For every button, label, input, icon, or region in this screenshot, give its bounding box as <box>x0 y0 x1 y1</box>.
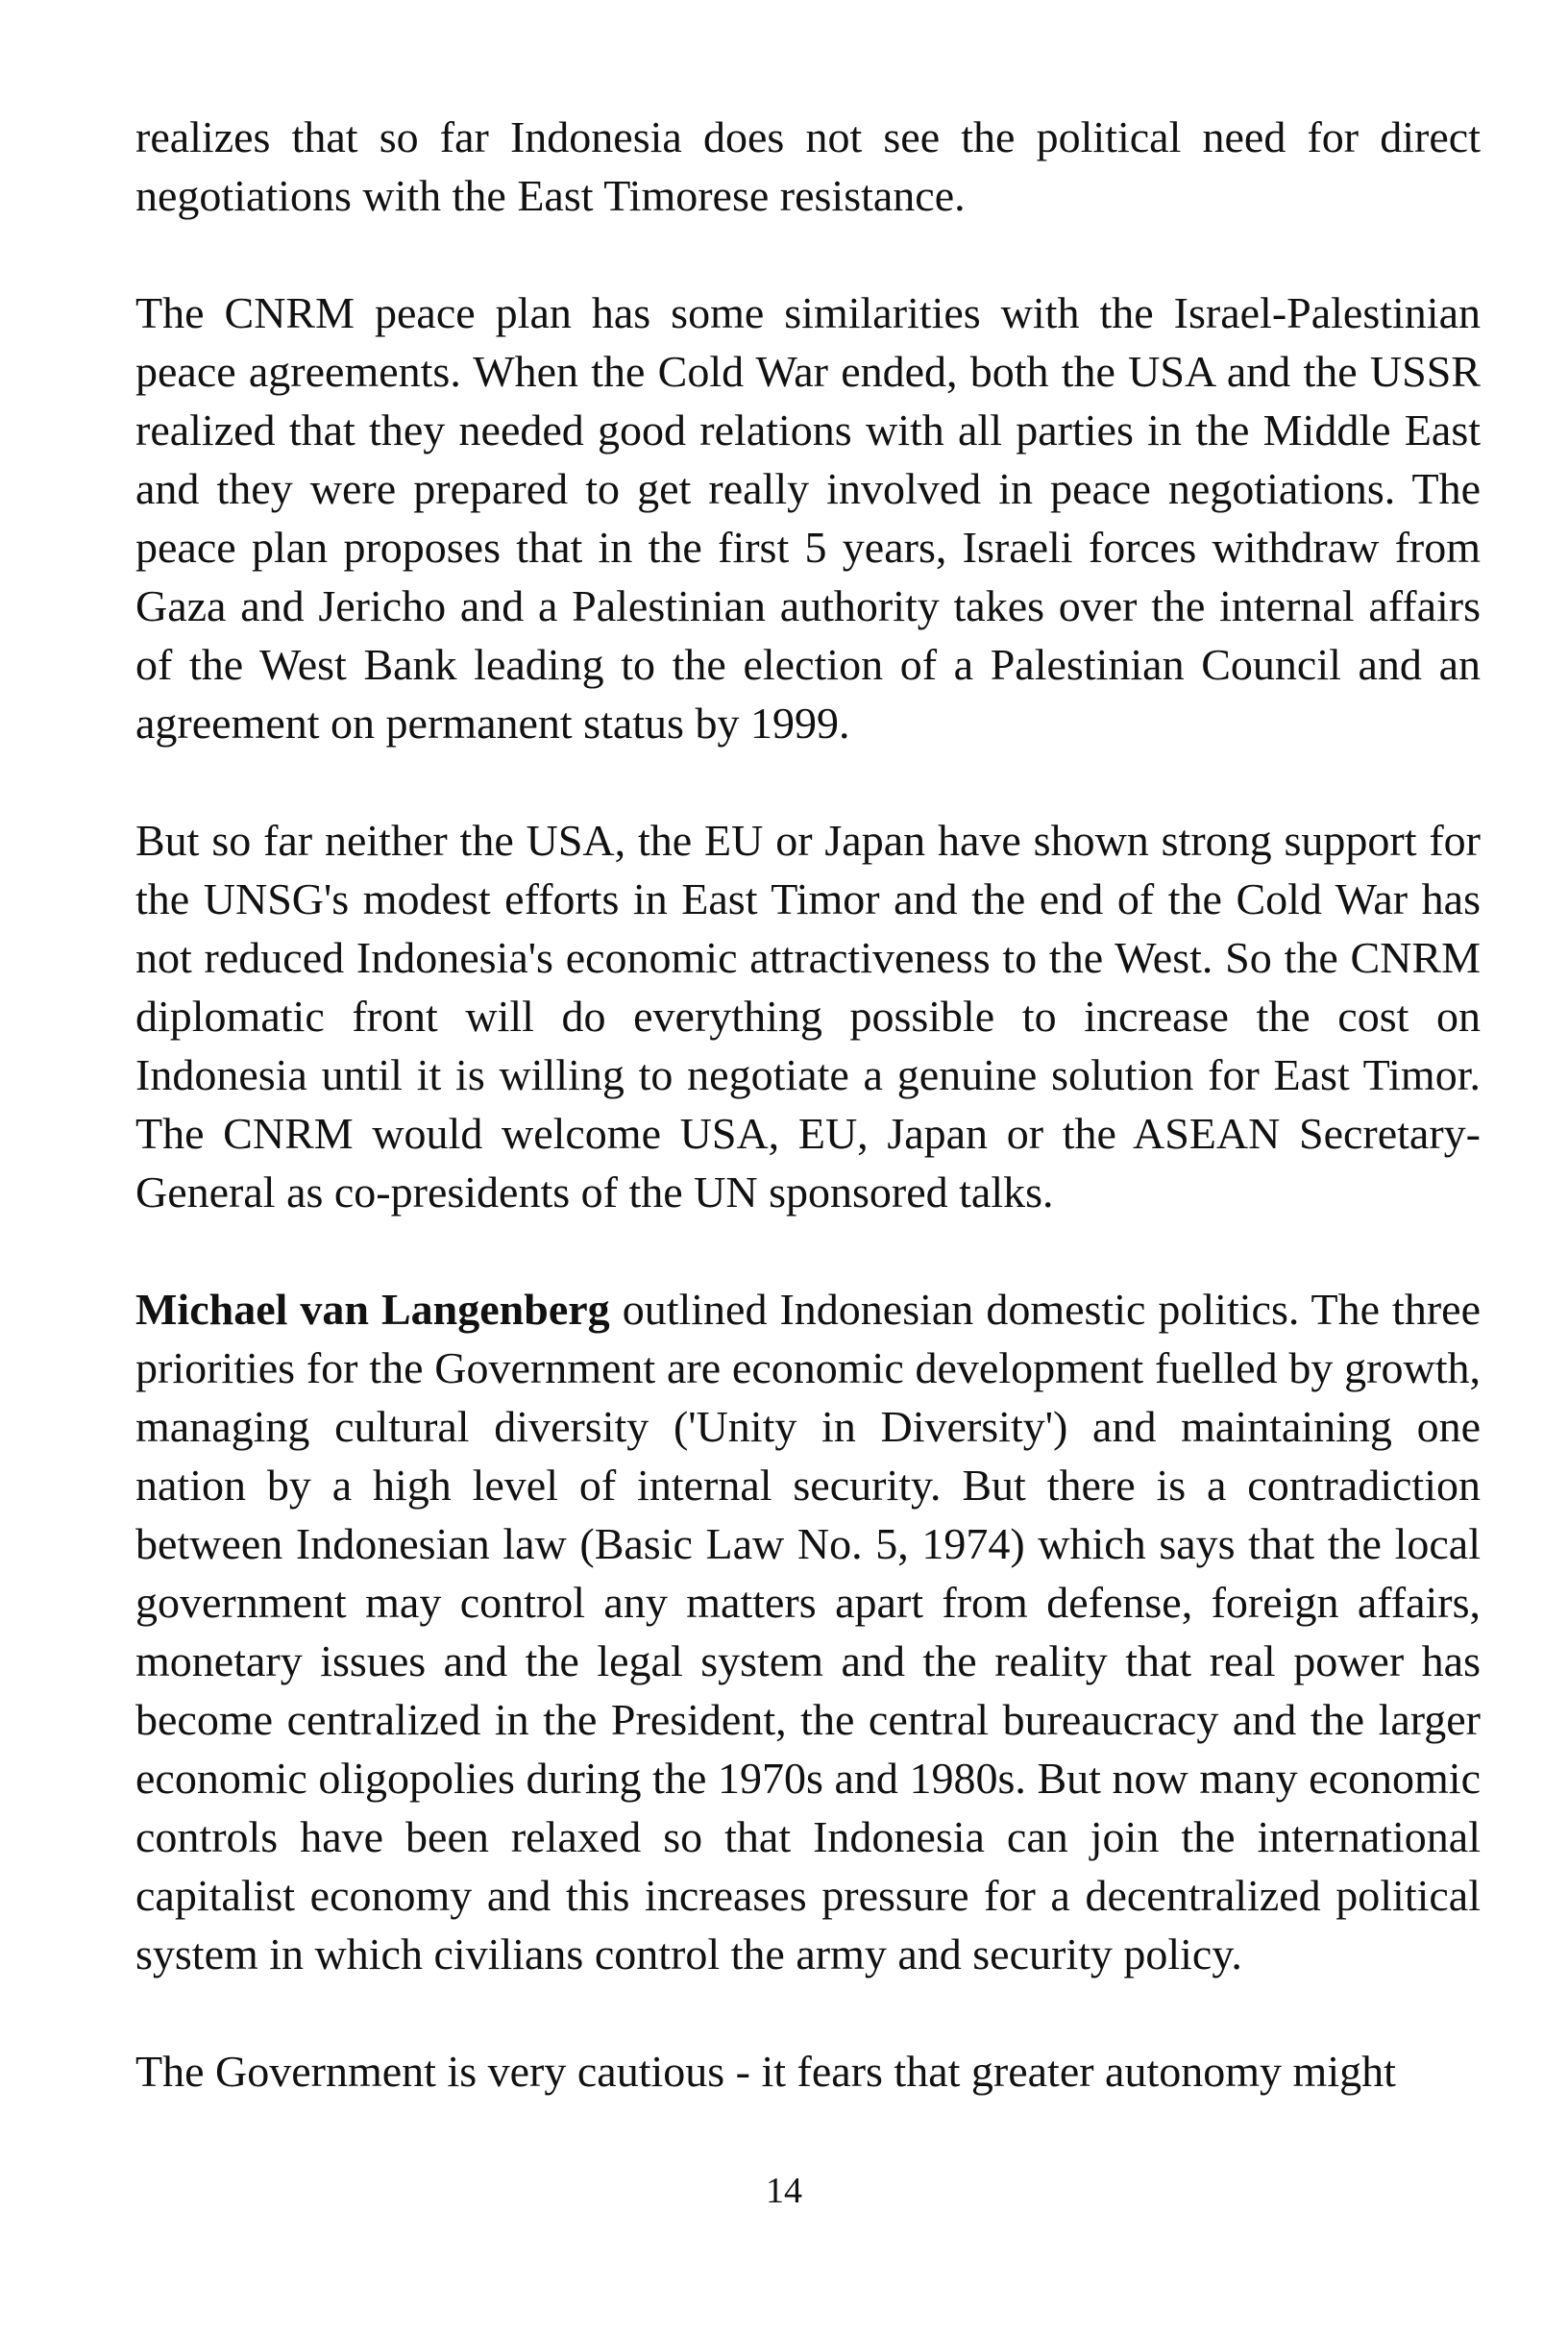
paragraph-international-support <box>135 811 1481 1221</box>
paragraph-peace-plan <box>135 283 1481 752</box>
paragraph-domestic-politics <box>135 1280 1481 1983</box>
paragraph-text: The CNRM peace plan has some similarities with the Israel-Palestinian peace agreements. When the Cold War ended, both the USA and the USSR realized that they needed good relations with all parties in the Middle East and they were prepared to get really involved in peace negotiations. The peace plan proposes that in the first 5 years, Israeli forces withdraw from Gaza and Jericho and a Palestinian authority takes over the internal affairs of the West Bank leading to the election of a Palestinian Council and an agreement on permanent status by 1999. <box>135 288 1481 748</box>
paragraph-continuation <box>135 108 1481 225</box>
paragraph-government-caution <box>135 2042 1481 2101</box>
paragraph-text: But so far neither the USA, the EU or Japan have shown strong support for the UNSG's modest efforts in East Timor and the end of the Cold War has not reduced Indonesia's economic attractiveness to the West. So the CNRM diplomatic front will do everything possible to increase the cost on Indonesia until it is willing to negotiate a genuine solution for East Timor. The CNRM would welcome USA, EU, Japan or the ASEAN Secretary-General as co-presidents of the UN sponsored talks. <box>135 816 1481 1217</box>
speaker-name: Michael van Langenberg <box>135 1285 610 1334</box>
body-text <box>135 108 1481 2159</box>
paragraph-text: The Government is very cautious - it fears that greater autonomy might <box>135 2047 1396 2096</box>
page-number: 14 <box>766 2171 802 2211</box>
paragraph-text: realizes that so far Indonesia does not see the political need for direct negotiations with the East Timorese resistance. <box>135 112 1481 220</box>
paragraph-text: outlined Indonesian domestic politics. The three priorities for the Government are economic development fuelled by growth, managing cultural diversity ('Unity in Diversity') and maintaining one nation by a high level of internal security. But there is a contradiction between Indonesian law (Basic Law No. 5, 1974) which says that the local government may control any matters apart from defense, foreign affairs, monetary issues and the legal system and the reality that real power has become centralized in the President, the central bureaucracy and the larger economic oligopolies during the 1970s and 1980s. But now many economic controls have been relaxed so that Indonesia can join the international capitalist economy and this increases pressure for a decentralized political system in which civilians control the army and security policy. <box>135 1285 1481 1979</box>
